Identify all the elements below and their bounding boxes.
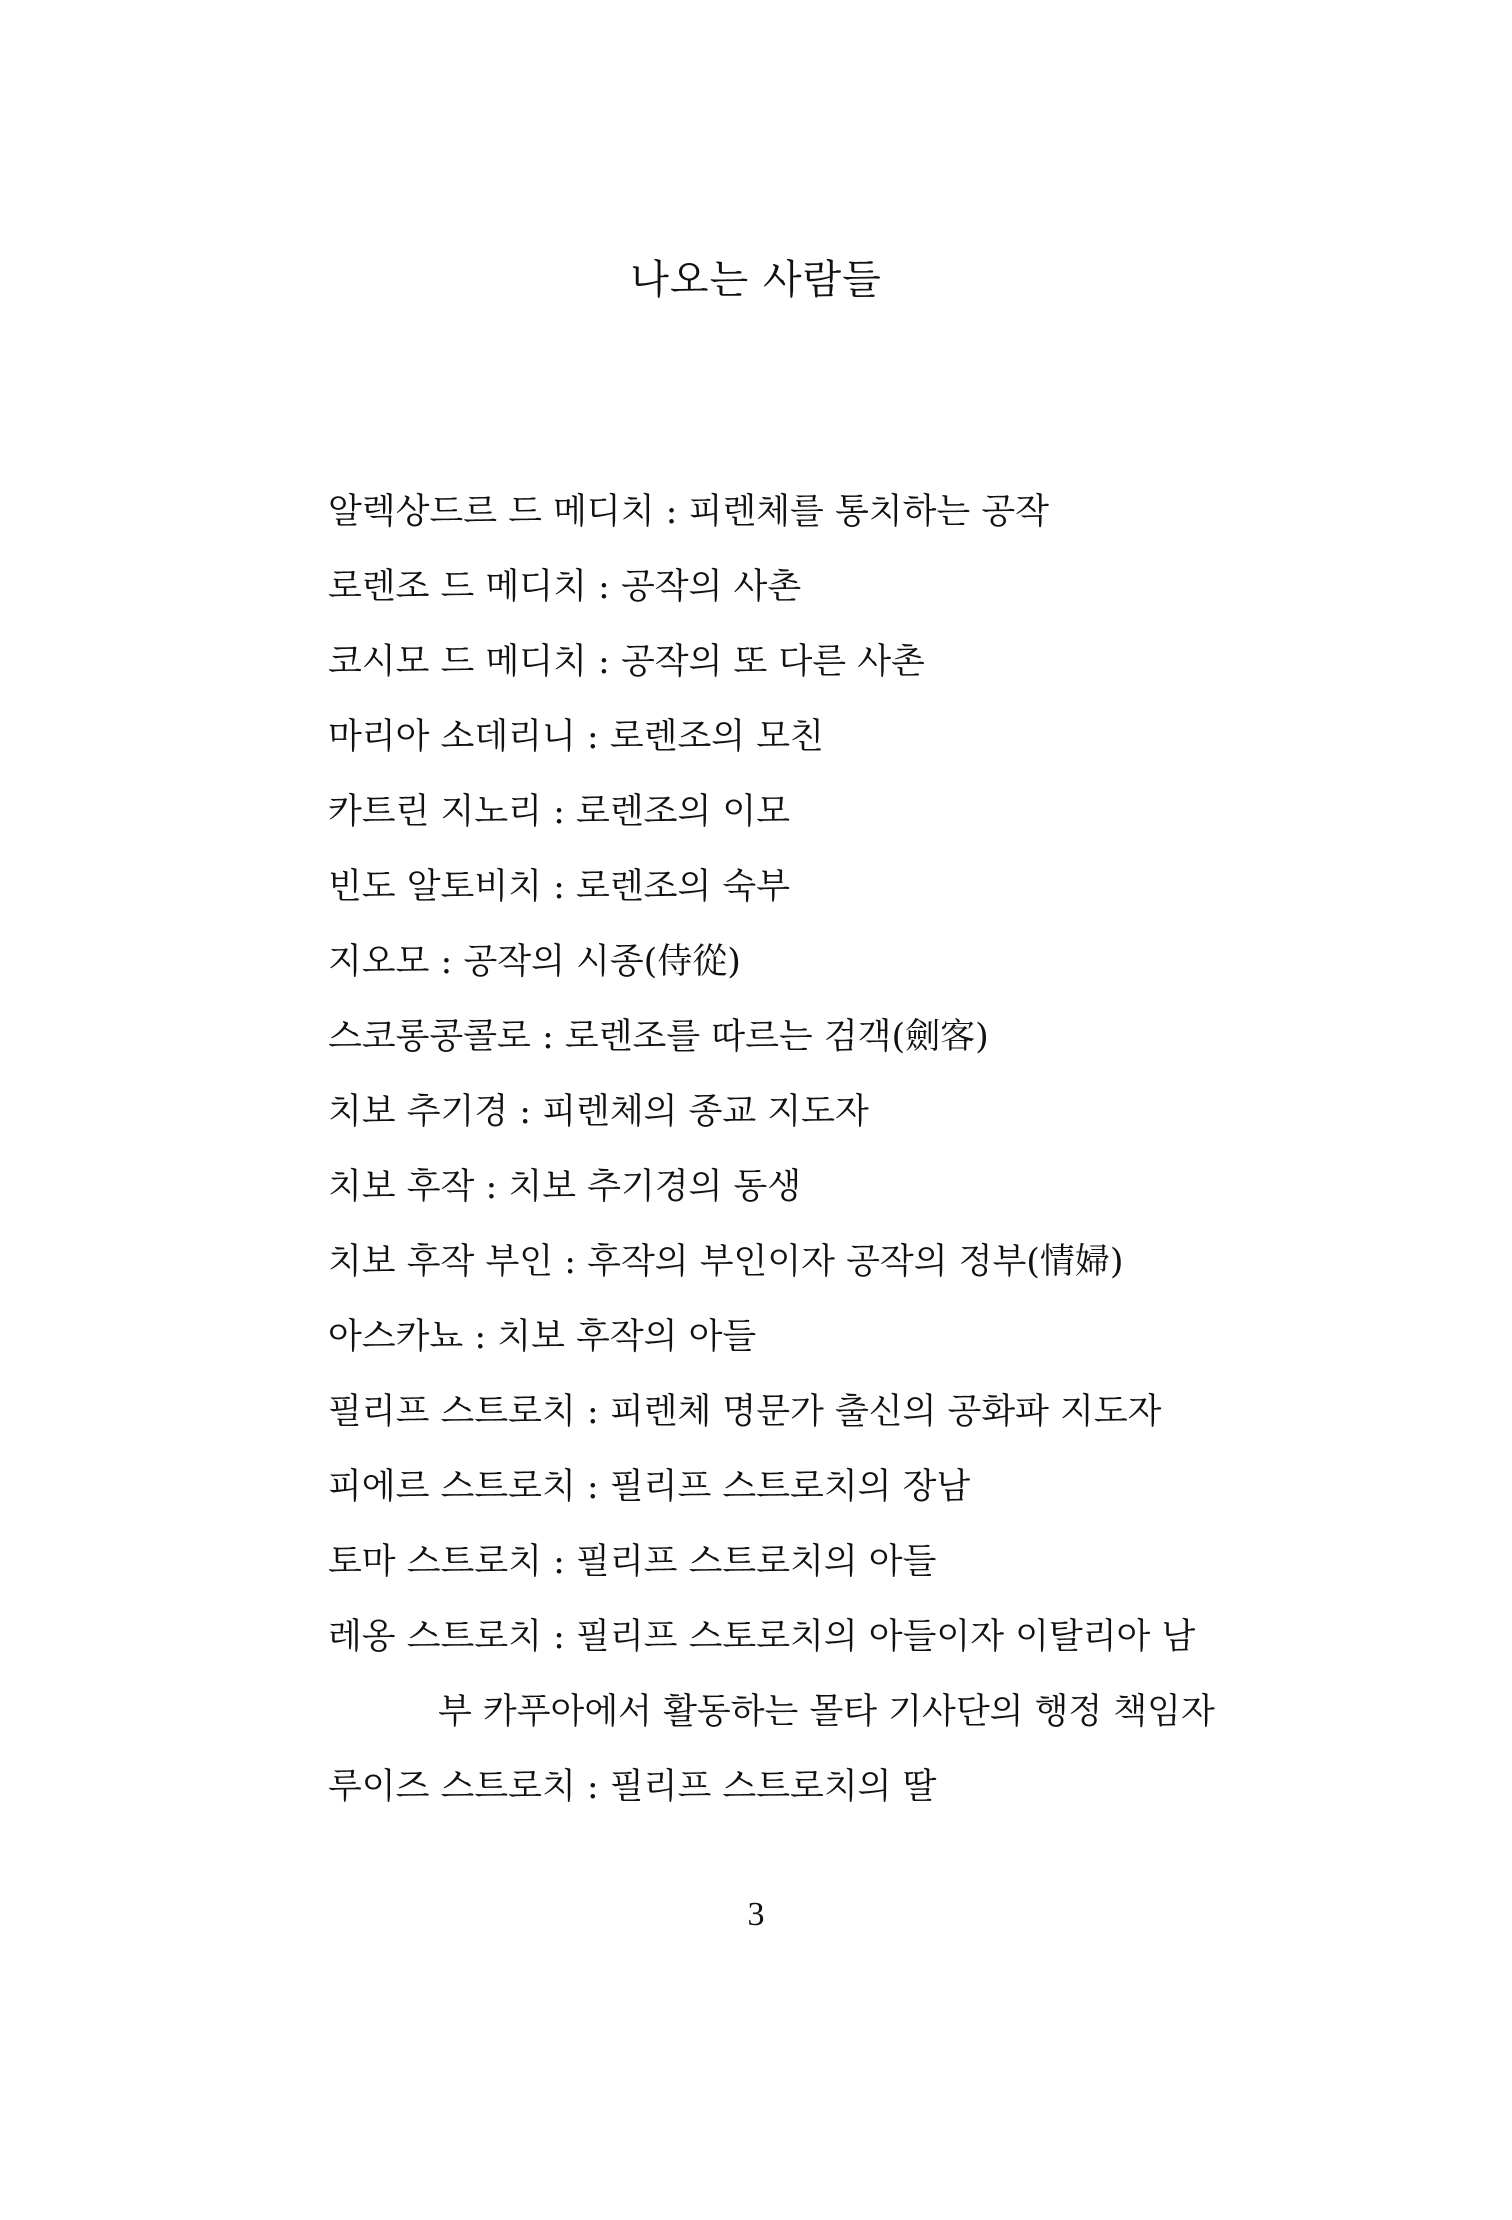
cast-entry: 코시모 드 메디치 : 공작의 또 다른 사촌 (328, 642, 925, 682)
cast-entry: 카트린 지노리 : 로렌조의 이모 (328, 792, 791, 832)
cast-entry: 마리아 소데리니 : 로렌조의 모친 (328, 717, 824, 757)
page-title: 나오는 사람들 (630, 257, 882, 303)
page-number: 3 (747, 1896, 765, 1933)
cast-entry: 아스카뇨 : 치보 후작의 아들 (328, 1317, 757, 1357)
cast-entry: 스코롱콩콜로 : 로렌조를 따르는 검객(劍客) (328, 1017, 989, 1057)
cast-entry: 필리프 스트로치 : 피렌체 명문가 출신의 공화파 지도자 (328, 1392, 1162, 1432)
cast-entry: 치보 후작 : 치보 추기경의 동생 (328, 1167, 802, 1207)
cast-entry: 토마 스트로치 : 필리프 스트로치의 아들 (328, 1542, 937, 1582)
cast-list (328, 475, 1288, 1825)
cast-entry: 알렉상드르 드 메디치 : 피렌체를 통치하는 공작 (328, 492, 1049, 532)
cast-entry: 피에르 스트로치 : 필리프 스트로치의 장남 (328, 1467, 971, 1507)
cast-entry: 로렌조 드 메디치 : 공작의 사촌 (328, 567, 802, 607)
cast-entry: 치보 추기경 : 피렌체의 종교 지도자 (328, 1092, 869, 1132)
cast-entry: 치보 후작 부인 : 후작의 부인이자 공작의 정부(情婦) (328, 1242, 1124, 1282)
cast-entry: 빈도 알토비치 : 로렌조의 숙부 (328, 867, 791, 907)
cast-entry: 지오모 : 공작의 시종(侍從) (328, 942, 741, 982)
cast-entry: 레옹 스트로치 : 필리프 스토로치의 아들이자 이탈리아 남 (328, 1617, 1196, 1657)
cast-entry-continuation: 부 카푸아에서 활동하는 몰타 기사단의 행정 책임자 (438, 1692, 1215, 1732)
cast-entry: 루이즈 스트로치 : 필리프 스트로치의 딸 (328, 1767, 937, 1807)
